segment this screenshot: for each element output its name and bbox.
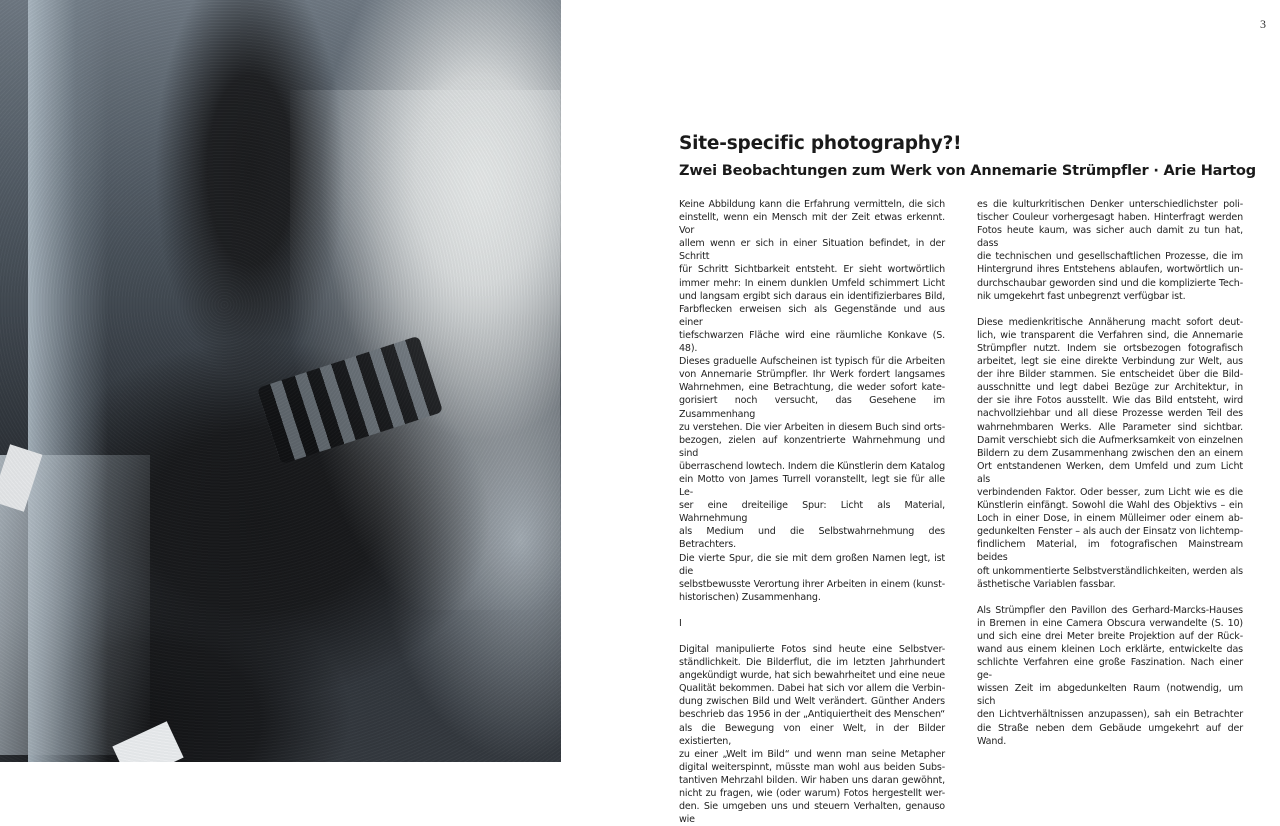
paragraph-section-one: Digital manipulierte Fotos sind heute eine Selbstver- ständlichkeit. Die Bilderflut, die im letzten Jahrhundert angekündigt wurde, hat sich bewahrheitet und eine neue Qualität bekommen. Dabei hat sich vor allem die Verbin- dung zwischen Bild und Welt verändert. Günther Anders beschrieb das 1956 in der „Antiquiertheit des Menschen“ als die Bewegung von einer Welt, in der Bilder existierten, zu einer „Welt im Bild“ und wenn man seine Metapher digital weiterspinnt, müsste man wohl aus beiden Subs- tantiven Mehrzahl bilden. Wir haben uns daran gewöhnt, nicht zu fragen, wie (oder warum) Fotos hergestellt wer- den. Sie umgeben uns und steuern Verhalten, genauso wie (679, 644, 945, 826)
camera-obscura-photo (0, 0, 561, 762)
paragraph-continuation-last-line: nik umgekehrt fast unbegrenzt verfügbar ist. (977, 290, 1186, 302)
paragraph-media-critique-last-line: ästhetische Variablen fassbar. (977, 578, 1116, 590)
article-title: Site-specific photography?! (679, 133, 962, 154)
paragraph-intro: Keine Abbildung kann die Erfahrung vermitteln, die sich einstellt, wenn ein Mensch mit der Zeit etwas erkennt. Vor allem wenn er sich in einer Situation befindet, in der Schritt für Schritt Sichtbarkeit entsteht. Er sieht wortwörtlich immer mehr: In einem dunklen Umfeld schimmert Licht und langsam ergibt sich daraus ein identifizierbares Bild, Farbflecken erweisen sich als Gegenstände und aus einer tiefschwarzen Fläche wird eine räumliche Konkave (S. 48). Dieses graduelle Aufscheinen ist typisch für die Arbeiten von Annemarie Strümpfler. Ihr Werk fordert langsames Wahrnehmen, eine Betrachtung, die weder sofort kate- gorisiert noch versucht, das Gesehene im Zusammenhang zu verstehen. Die vier Arbeiten in diesem Buch sind orts- bezogen, zielen auf konzentrierte Wahrnehmung und sind überraschend lowtech. Indem die Künstlerin dem Katalog ein Motto von James Turrell voranstellt, legt sie für alle Le- ser eine dreiteilige Spur: Licht als Material, Wahrnehmung als Medium und die Selbstwahrnehmung des Betrachters. Die vierte Spur, die sie mit dem großen Namen legt, ist die selbstbewusste Verortung ihrer Arbeiten in einem (kunst- (679, 199, 945, 590)
paragraph-intro-last-line: historischen) Zusammenhang. (679, 591, 821, 603)
page-number: 3 (1260, 17, 1266, 31)
photo-grain-texture (0, 0, 561, 762)
article-subtitle: Zwei Beobachtungen zum Werk von Annemarie Strümpfler · Arie Hartog (679, 163, 1256, 179)
paragraph-continuation: es die kulturkritischen Denker unterschiedlichster poli- tischer Couleur vorhergesagt haben. Hinterfragt werden Fotos heute kaum, was sicher auch damit zu tun hat, dass die technischen und gesellschaftlichen Prozesse, die im Hintergrund ihres Entstehens ablaufen, wortwörtlich un- durchschaubar geworden sind und die komplizierte Tech- (977, 199, 1243, 289)
text-column-left (679, 198, 945, 826)
paragraph-media-critique: Diese medienkritische Annäherung macht sofort deut- lich, wie transparent die Verfahren sind, die Annemarie Strümpfler nutzt. Indem sie ortsbezogen fotografisch arbeitet, legt sie eine direkte Verbindung zur Welt, aus der ihre Bilder stammen. Sie entscheidet über die Bild- ausschnitte und legt dabei Bezüge zur Architektur, in der sie ihre Fotos ausstellt. Wie das Bild entsteht, wird nachvollziehbar und all diese Prozesse werden Teil des wahrnehmbaren Werks. Alle Parameter sind sichtbar. Damit verschiebt sich die Aufmerksamkeit von einzelnen Bildern zu dem Zusammenhang zwischen den an einem Ort entstandenen Werken, dem Umfeld und zum Licht als verbindenden Faktor. Oder besser, zum Licht wie es die Künstlerin einfängt. Sowohl die Wahl des Objektivs – ein Loch in einer Dose, in einem Mülleimer oder einem ab- gedunkelten Fenster – als auch der Einsatz von lichtemp- findlichem Material, im fotografischen Mainstream beides oft unkommentierte Selbstverständlichkeiten, werden als (977, 316, 1243, 577)
paragraph-camera-obscura: Als Strümpfler den Pavillon des Gerhard-Marcks-Hauses in Bremen in eine Camera Obscura verwandelte (S. 10) und sich eine drei Meter breite Projektion auf der Rück- wand aus einem kleinen Loch erklärte, entwickelte das schlichte Verfahren eine große Faszination. Nach einer ge- wissen Zeit im abgedunkelten Raum (notwendig, um sich den Lichtverhältnissen anzupassen), sah ein Betrachter die Straße neben dem Gebäude umgekehrt auf der Wand. (977, 604, 1243, 747)
text-column-right (977, 198, 1243, 748)
section-number: I (679, 617, 682, 629)
